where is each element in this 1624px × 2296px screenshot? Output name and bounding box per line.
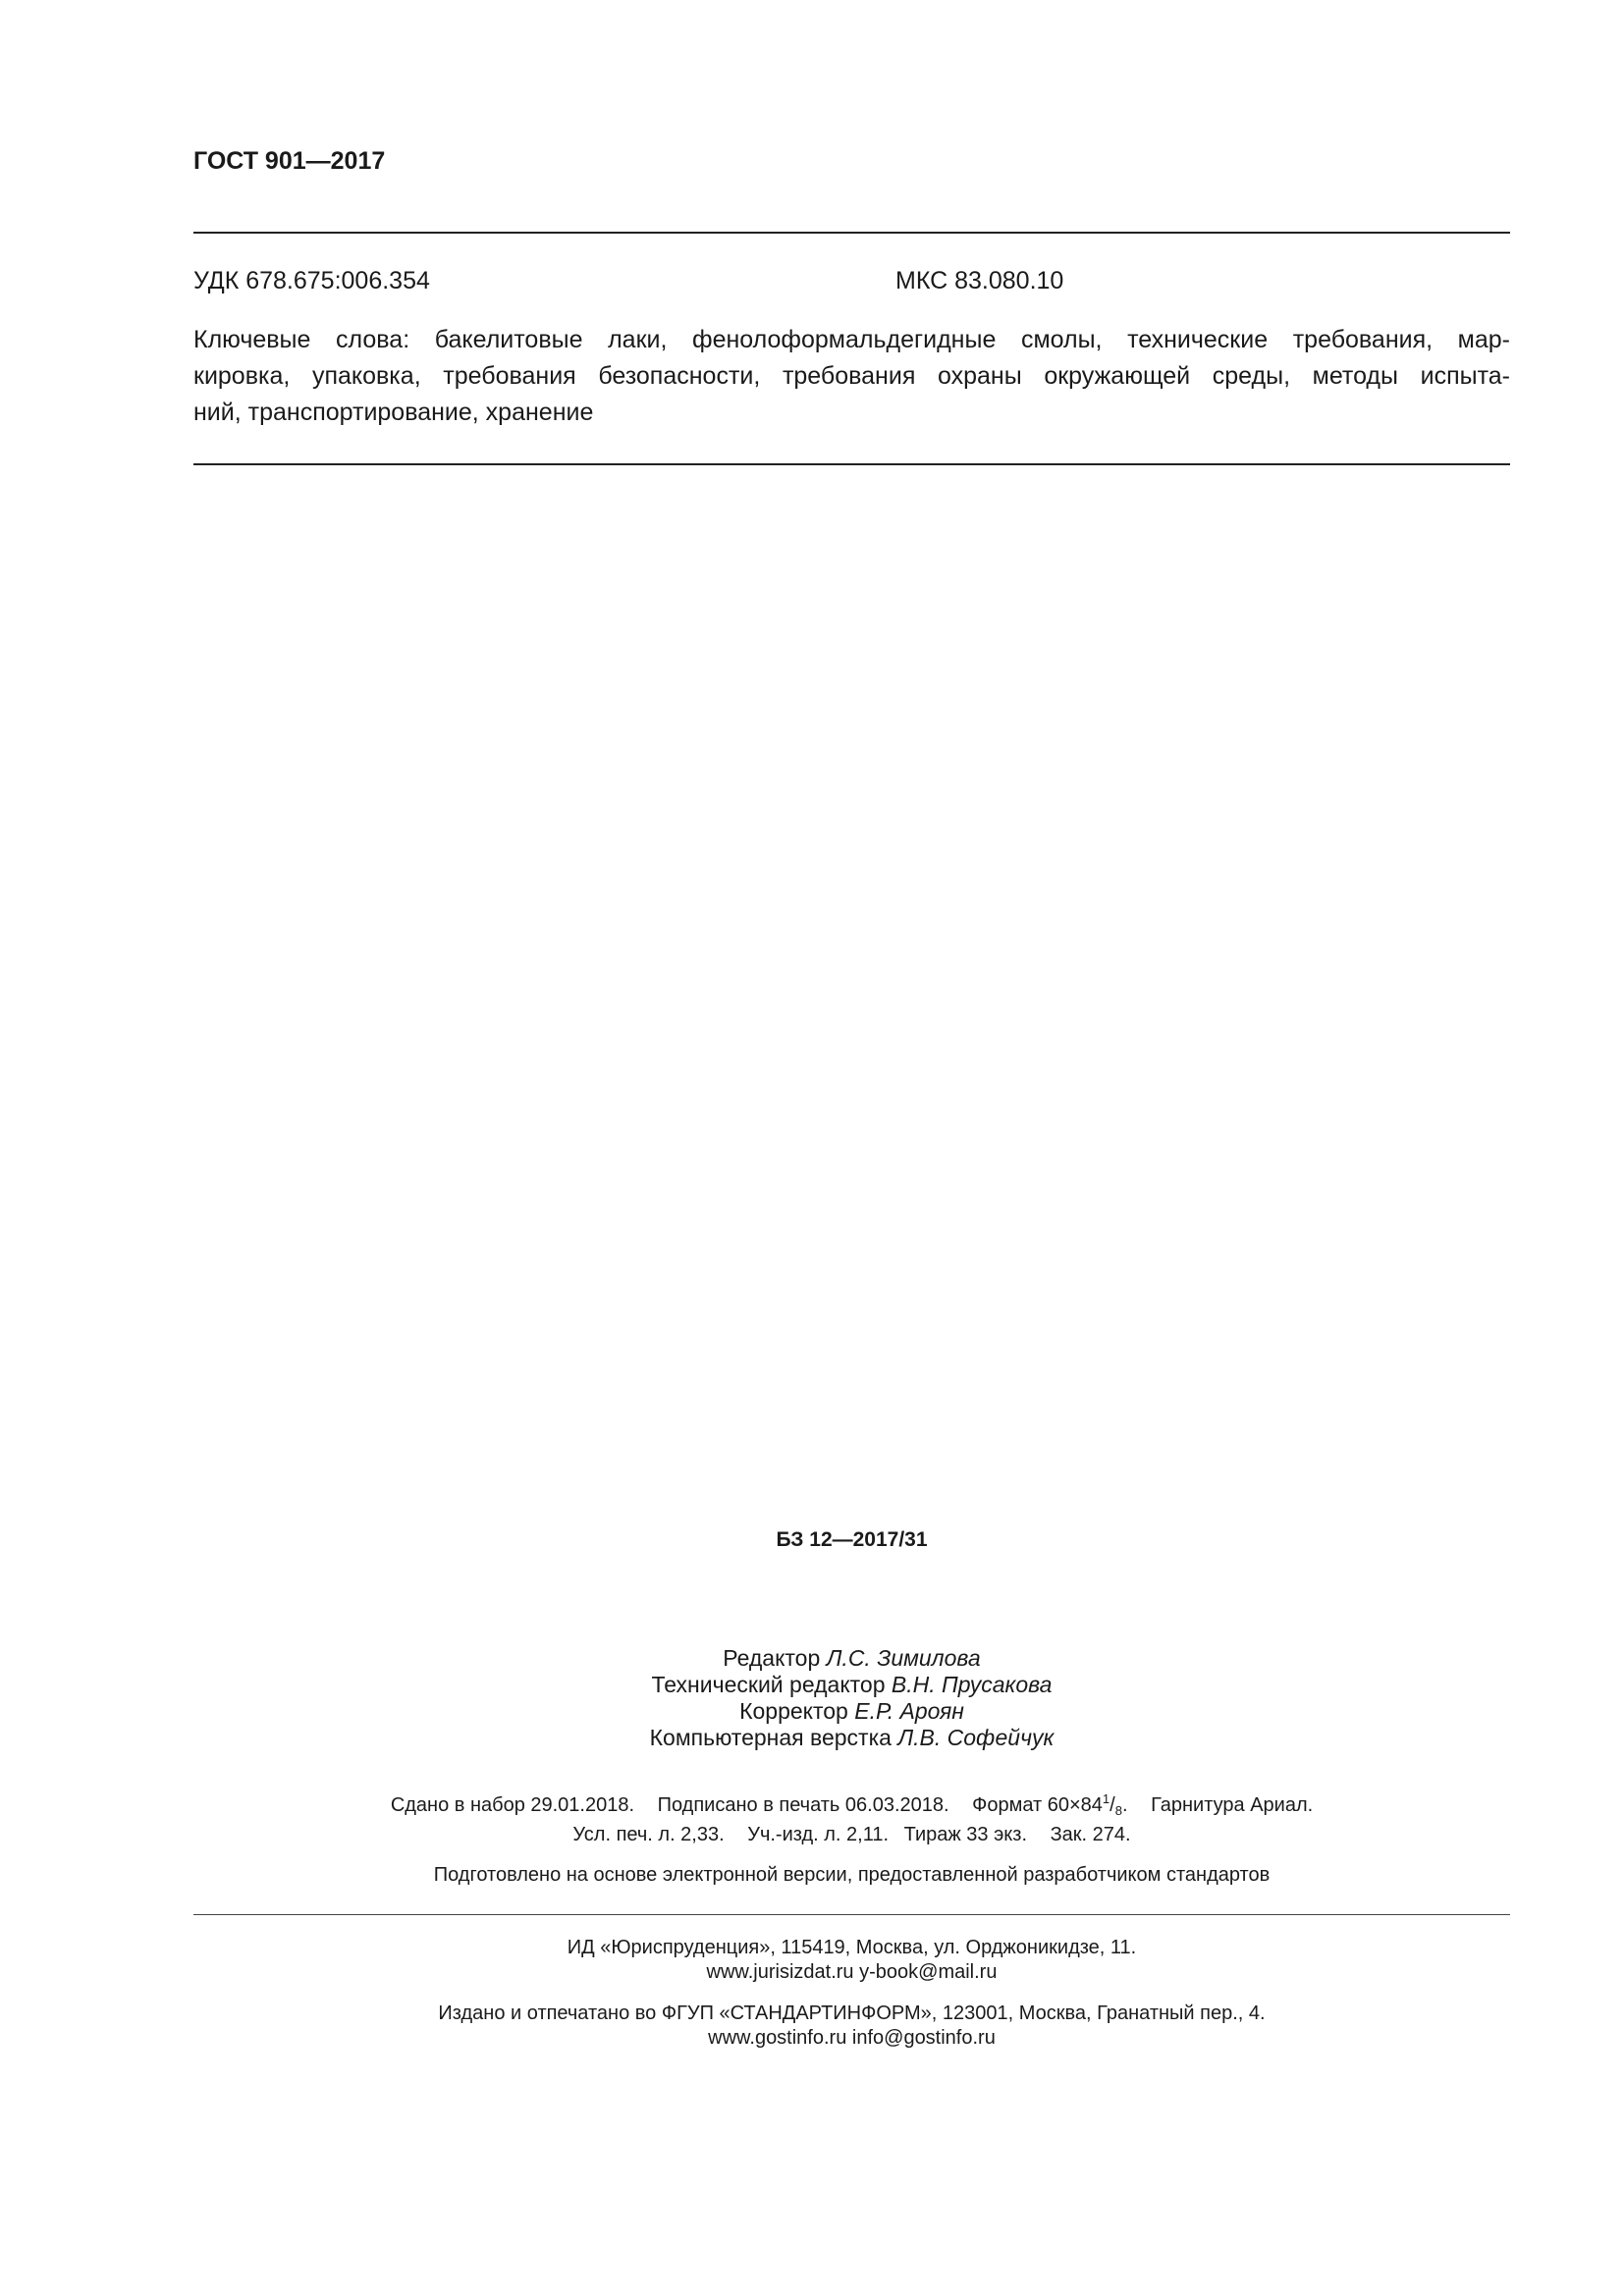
udk-code: УДК 678.675:006.354 — [193, 267, 430, 294]
publisher-divider — [193, 1914, 1510, 1915]
signed-date: Подписано в печать 06.03.2018. — [657, 1794, 949, 1816]
document-code: ГОСТ 901—2017 — [193, 147, 386, 175]
publisher-block — [193, 1936, 1510, 1985]
format-info — [972, 1791, 1128, 1818]
publisher-website-link[interactable]: www.jurisizdat.ru — [706, 1961, 854, 1983]
imprint-line-2 — [193, 1823, 1510, 1847]
format-suffix: . — [1121, 1794, 1128, 1816]
keywords-divider — [193, 463, 1510, 465]
format-slash: / — [1110, 1794, 1115, 1816]
format-sup: 1 — [1102, 1791, 1110, 1806]
print-sheets: Усл. печ. л. 2,33. — [572, 1824, 725, 1845]
keywords-line-3: ний, транспортирование, хранение — [193, 399, 594, 426]
submitted-date: Сдано в набор 29.01.2018. — [390, 1794, 635, 1816]
corrector-name: Е.Р. Ароян — [854, 1698, 964, 1724]
credit-tech-editor — [193, 1672, 1510, 1698]
typeface: Гарнитура Ариал. — [1151, 1794, 1314, 1816]
printer-contacts — [193, 2026, 1510, 2051]
top-divider — [193, 232, 1510, 234]
keywords-line-2: кировка, упаковка, требования безопасности, требования охраны окружающей среды, методы испыта- — [193, 362, 1510, 390]
credits-block — [193, 1645, 1510, 1751]
format-prefix: Формат 60×84 — [972, 1794, 1103, 1816]
order-number: Зак. 274. — [1050, 1824, 1131, 1845]
credit-corrector — [193, 1698, 1510, 1725]
pub-sheets: Уч.-изд. л. 2,11. — [747, 1824, 890, 1845]
credit-editor — [193, 1645, 1510, 1672]
layout-label: Компьютерная верстка — [649, 1725, 892, 1750]
keywords-paragraph — [193, 322, 1510, 431]
tech-editor-label: Технический редактор — [651, 1672, 886, 1697]
mks-code: МКС 83.080.10 — [895, 267, 1064, 294]
printer-block — [193, 2002, 1510, 2051]
imprint-line-1 — [193, 1787, 1510, 1823]
keywords-line-1: Ключевые слова: бакелитовые лаки, фенолоформальдегидные смолы, технические требования, мар- — [193, 326, 1510, 353]
printer-address: Издано и отпечатано во ФГУП «СТАНДАРТИНФОРМ», 123001, Москва, Гранатный пер., 4. — [438, 2002, 1266, 2024]
format-sub: 8 — [1114, 1803, 1122, 1818]
credit-layout — [193, 1725, 1510, 1751]
prepared-note: Подготовлено на основе электронной версии, предоставленной разработчиком стандартов — [433, 1864, 1271, 1886]
publisher-contacts — [193, 1960, 1510, 1985]
print-run: Тираж 33 экз. — [903, 1824, 1028, 1845]
printer-email-link[interactable]: info@gostinfo.ru — [851, 2027, 996, 2049]
bz-number: БЗ 12—2017/31 — [776, 1528, 928, 1551]
editor-label: Редактор — [723, 1645, 821, 1671]
tech-editor-name: В.Н. Прусакова — [891, 1672, 1053, 1697]
publisher-email-link[interactable]: y-book@mail.ru — [859, 1961, 998, 1983]
corrector-label: Корректор — [739, 1698, 848, 1724]
editor-name: Л.С. Зимилова — [826, 1645, 981, 1671]
imprint-block — [193, 1787, 1510, 1847]
publisher-address: ИД «Юриспруденция», 115419, Москва, ул. Орджоникидзе, 11. — [567, 1937, 1137, 1958]
printer-website-link[interactable]: www.gostinfo.ru — [708, 2027, 847, 2049]
layout-name: Л.В. Софейчук — [897, 1725, 1055, 1750]
